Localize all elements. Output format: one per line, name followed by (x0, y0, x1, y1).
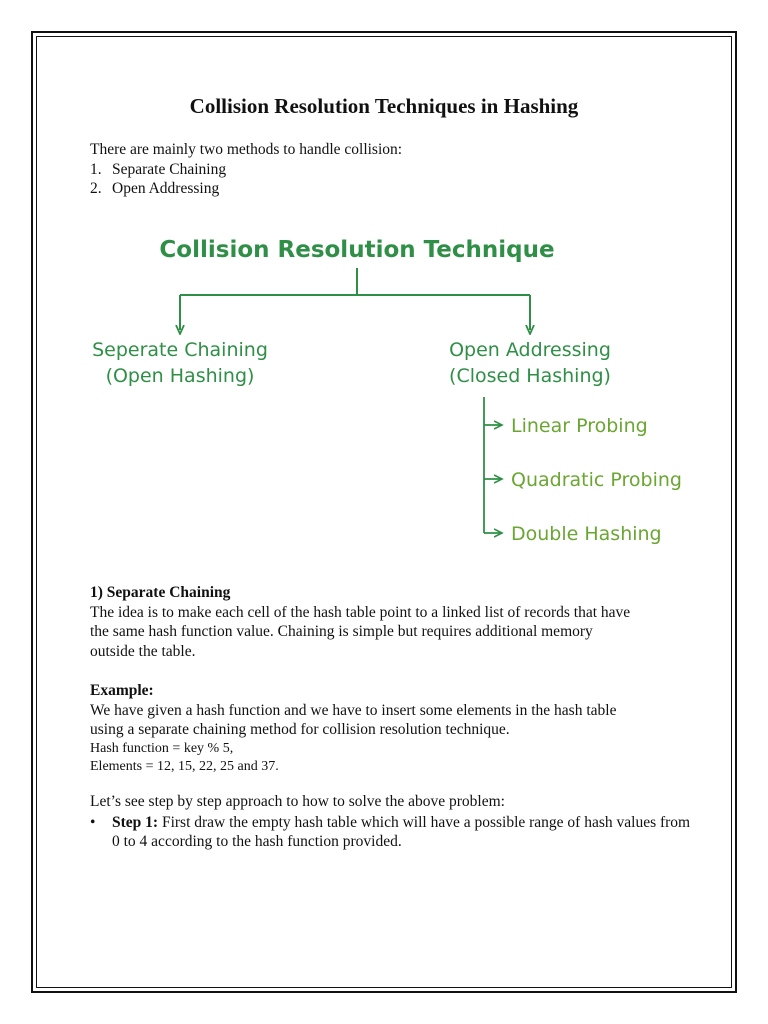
collision-technique-diagram (0, 220, 768, 560)
left-branch-label-line2: (Open Hashing) (105, 365, 255, 387)
example-line: We have given a hash function and we have to insert some elements in the hash table (90, 701, 617, 719)
intro-item-2-number: 2. (90, 180, 102, 197)
intro-item-1-text: Separate Chaining (112, 160, 227, 178)
intro-item-2 (90, 179, 402, 199)
step-1-item (90, 813, 692, 852)
step-1-text: First draw the empty hash table which will have a possible range of hash values from 0 to 4 according to the hash function provided. (112, 813, 691, 850)
left-branch-label-line1: Seperate Chaining (92, 339, 268, 361)
sub-item-quadratic-probing: Quadratic Probing (511, 469, 682, 491)
step-1-label: Step 1: (112, 813, 159, 831)
intro-item-2-text: Open Addressing (112, 180, 220, 197)
example-line: using a separate chaining method for collision resolution technique. (90, 721, 510, 738)
right-branch-label-line2: (Closed Hashing) (449, 365, 611, 387)
section-paragraph-line: outside the table. (90, 642, 196, 660)
section-heading: 1) Separate Chaining (90, 584, 231, 601)
intro-item-1-number: 1. (90, 160, 102, 178)
elements-line: Elements = 12, 15, 22, 25 and 37. (90, 758, 279, 774)
steps-intro: Let’s see step by step approach to how to solve the above problem: (90, 793, 505, 810)
section-paragraph-line: the same hash function value. Chaining is simple but requires additional memory (90, 623, 593, 640)
diagram-root-label: Collision Resolution Technique (159, 237, 555, 263)
intro-item-1 (90, 160, 402, 180)
sub-item-linear-probing: Linear Probing (511, 415, 648, 437)
example-heading: Example: (90, 682, 154, 699)
hash-function-line: Hash function = key % 5, (90, 740, 234, 756)
bullet-icon: • (90, 813, 96, 831)
steps-block (90, 792, 692, 852)
page-title: Collision Resolution Techniques in Hashing (189, 94, 579, 118)
example-block (90, 681, 616, 776)
right-branch-label-line1: Open Addressing (449, 339, 611, 361)
intro-line: There are mainly two methods to handle collision: (90, 141, 403, 158)
separate-chaining-section (90, 583, 630, 661)
section-paragraph-line: The idea is to make each cell of the hash table point to a linked list of records that have (90, 603, 631, 621)
sub-item-double-hashing: Double Hashing (511, 523, 662, 545)
intro-block (90, 140, 402, 199)
